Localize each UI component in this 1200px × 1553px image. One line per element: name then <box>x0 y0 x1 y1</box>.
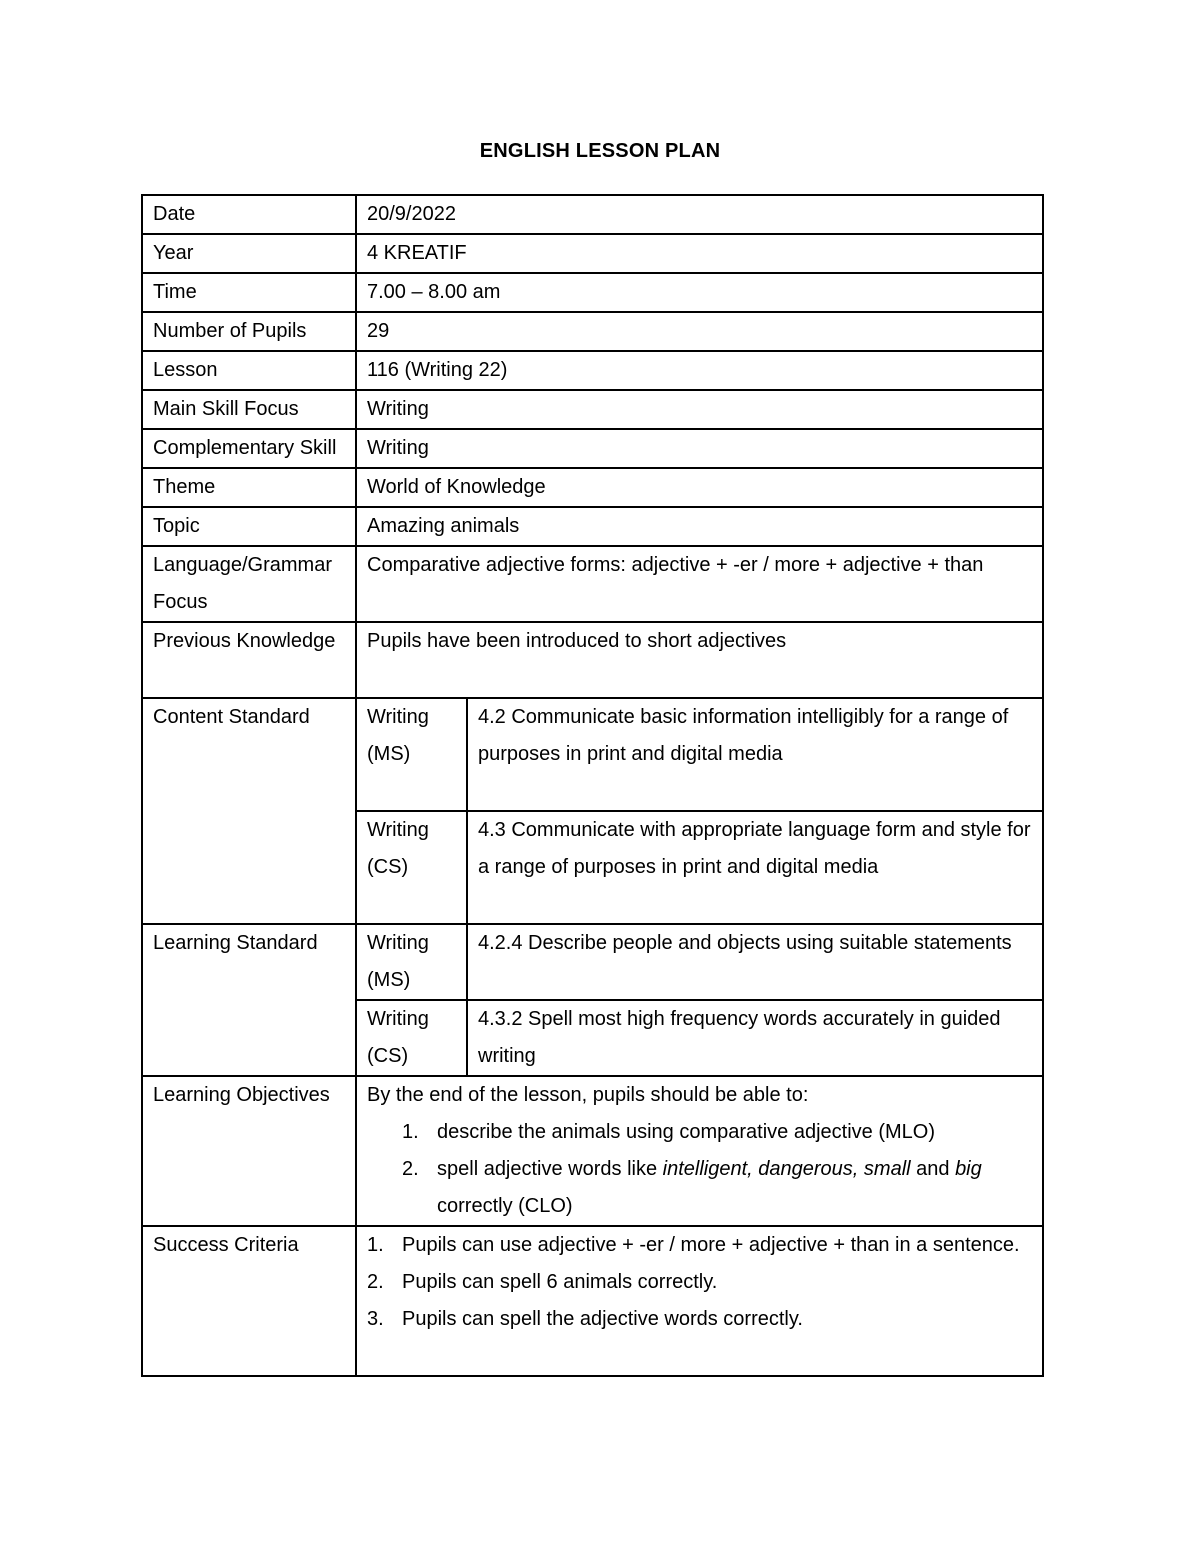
row-label-grammar: Language/Grammar Focus <box>142 546 356 622</box>
content-standard-text: 4.3 Communicate with appropriate language form and style for a range of purposes in print and digital media <box>467 811 1043 924</box>
row-label-theme: Theme <box>142 468 356 507</box>
table-row <box>142 698 1043 811</box>
table-row <box>142 390 1043 429</box>
success-text: Pupils can spell the adjective words correctly. <box>402 1308 803 1330</box>
table-row <box>142 351 1043 390</box>
content-standard-skill: Writing (MS) <box>356 698 467 811</box>
table-row <box>142 312 1043 351</box>
row-label-date: Date <box>142 195 356 234</box>
table-row <box>142 234 1043 273</box>
objectives-intro: By the end of the lesson, pupils should be able to: <box>367 1084 809 1106</box>
list-number: 1. <box>402 1121 419 1143</box>
row-value-time: 7.00 – 8.00 am <box>356 273 1043 312</box>
list-item <box>367 1264 1032 1301</box>
row-value-pupils: 29 <box>356 312 1043 351</box>
row-value-main-skill: Writing <box>356 390 1043 429</box>
list-number: 2. <box>402 1158 419 1180</box>
list-number: 1. <box>367 1234 384 1256</box>
row-label-learning-standard: Learning Standard <box>142 924 356 1076</box>
table-row <box>142 1076 1043 1226</box>
row-value-date: 20/9/2022 <box>356 195 1043 234</box>
row-value-complementary: Writing <box>356 429 1043 468</box>
list-item <box>367 1151 1032 1225</box>
content-standard-text: 4.2 Communicate basic information intelligibly for a range of purposes in print and digital media <box>467 698 1043 811</box>
success-text: Pupils can spell 6 animals correctly. <box>402 1271 718 1293</box>
table-row <box>142 195 1043 234</box>
success-text: Pupils can use adjective + -er / more + adjective + than in a sentence. <box>402 1234 1020 1256</box>
table-row <box>142 507 1043 546</box>
content-standard-skill: Writing (CS) <box>356 811 467 924</box>
row-label-content-standard: Content Standard <box>142 698 356 924</box>
table-row <box>142 468 1043 507</box>
objective-text: and <box>910 1158 956 1180</box>
row-value-theme: World of Knowledge <box>356 468 1043 507</box>
row-label-topic: Topic <box>142 507 356 546</box>
objective-italic: intelligent, dangerous, small <box>662 1158 911 1180</box>
row-label-pupils: Number of Pupils <box>142 312 356 351</box>
row-label-lesson: Lesson <box>142 351 356 390</box>
list-number: 3. <box>367 1308 384 1330</box>
row-label-year: Year <box>142 234 356 273</box>
document-title: ENGLISH LESSON PLAN <box>479 140 721 162</box>
list-item <box>367 1301 1032 1338</box>
learning-standard-text: 4.2.4 Describe people and objects using suitable statements <box>467 924 1043 1000</box>
row-label-complementary: Complementary Skill <box>142 429 356 468</box>
list-number: 2. <box>367 1271 384 1293</box>
row-value-year: 4 KREATIF <box>356 234 1043 273</box>
table-row <box>142 1226 1043 1376</box>
objectives-list <box>367 1114 1032 1225</box>
learning-standard-text: 4.3.2 Spell most high frequency words accurately in guided writing <box>467 1000 1043 1076</box>
objective-italic: big <box>955 1158 982 1180</box>
row-label-previous: Previous Knowledge <box>142 622 356 698</box>
row-value-success <box>356 1226 1043 1376</box>
table-row <box>142 273 1043 312</box>
table-row <box>142 546 1043 622</box>
objective-text: correctly (CLO) <box>437 1195 573 1217</box>
lesson-plan-table <box>141 194 1044 1377</box>
row-label-objectives: Learning Objectives <box>142 1076 356 1226</box>
learning-standard-skill: Writing (MS) <box>356 924 467 1000</box>
row-value-topic: Amazing animals <box>356 507 1043 546</box>
table-row <box>142 924 1043 1000</box>
table-row <box>142 429 1043 468</box>
row-value-lesson: 116 (Writing 22) <box>356 351 1043 390</box>
objective-text: describe the animals using comparative adjective (MLO) <box>437 1121 935 1143</box>
list-item <box>367 1227 1032 1264</box>
table-row <box>142 622 1043 698</box>
objective-text: spell adjective words like <box>437 1158 663 1180</box>
row-label-time: Time <box>142 273 356 312</box>
row-value-objectives <box>356 1076 1043 1226</box>
row-label-main-skill: Main Skill Focus <box>142 390 356 429</box>
success-list <box>367 1227 1032 1338</box>
row-value-previous: Pupils have been introduced to short adjectives <box>356 622 1043 698</box>
row-value-grammar: Comparative adjective forms: adjective + -er / more + adjective + than <box>356 546 1043 622</box>
learning-standard-skill: Writing (CS) <box>356 1000 467 1076</box>
list-item <box>367 1114 1032 1151</box>
row-label-success: Success Criteria <box>142 1226 356 1376</box>
